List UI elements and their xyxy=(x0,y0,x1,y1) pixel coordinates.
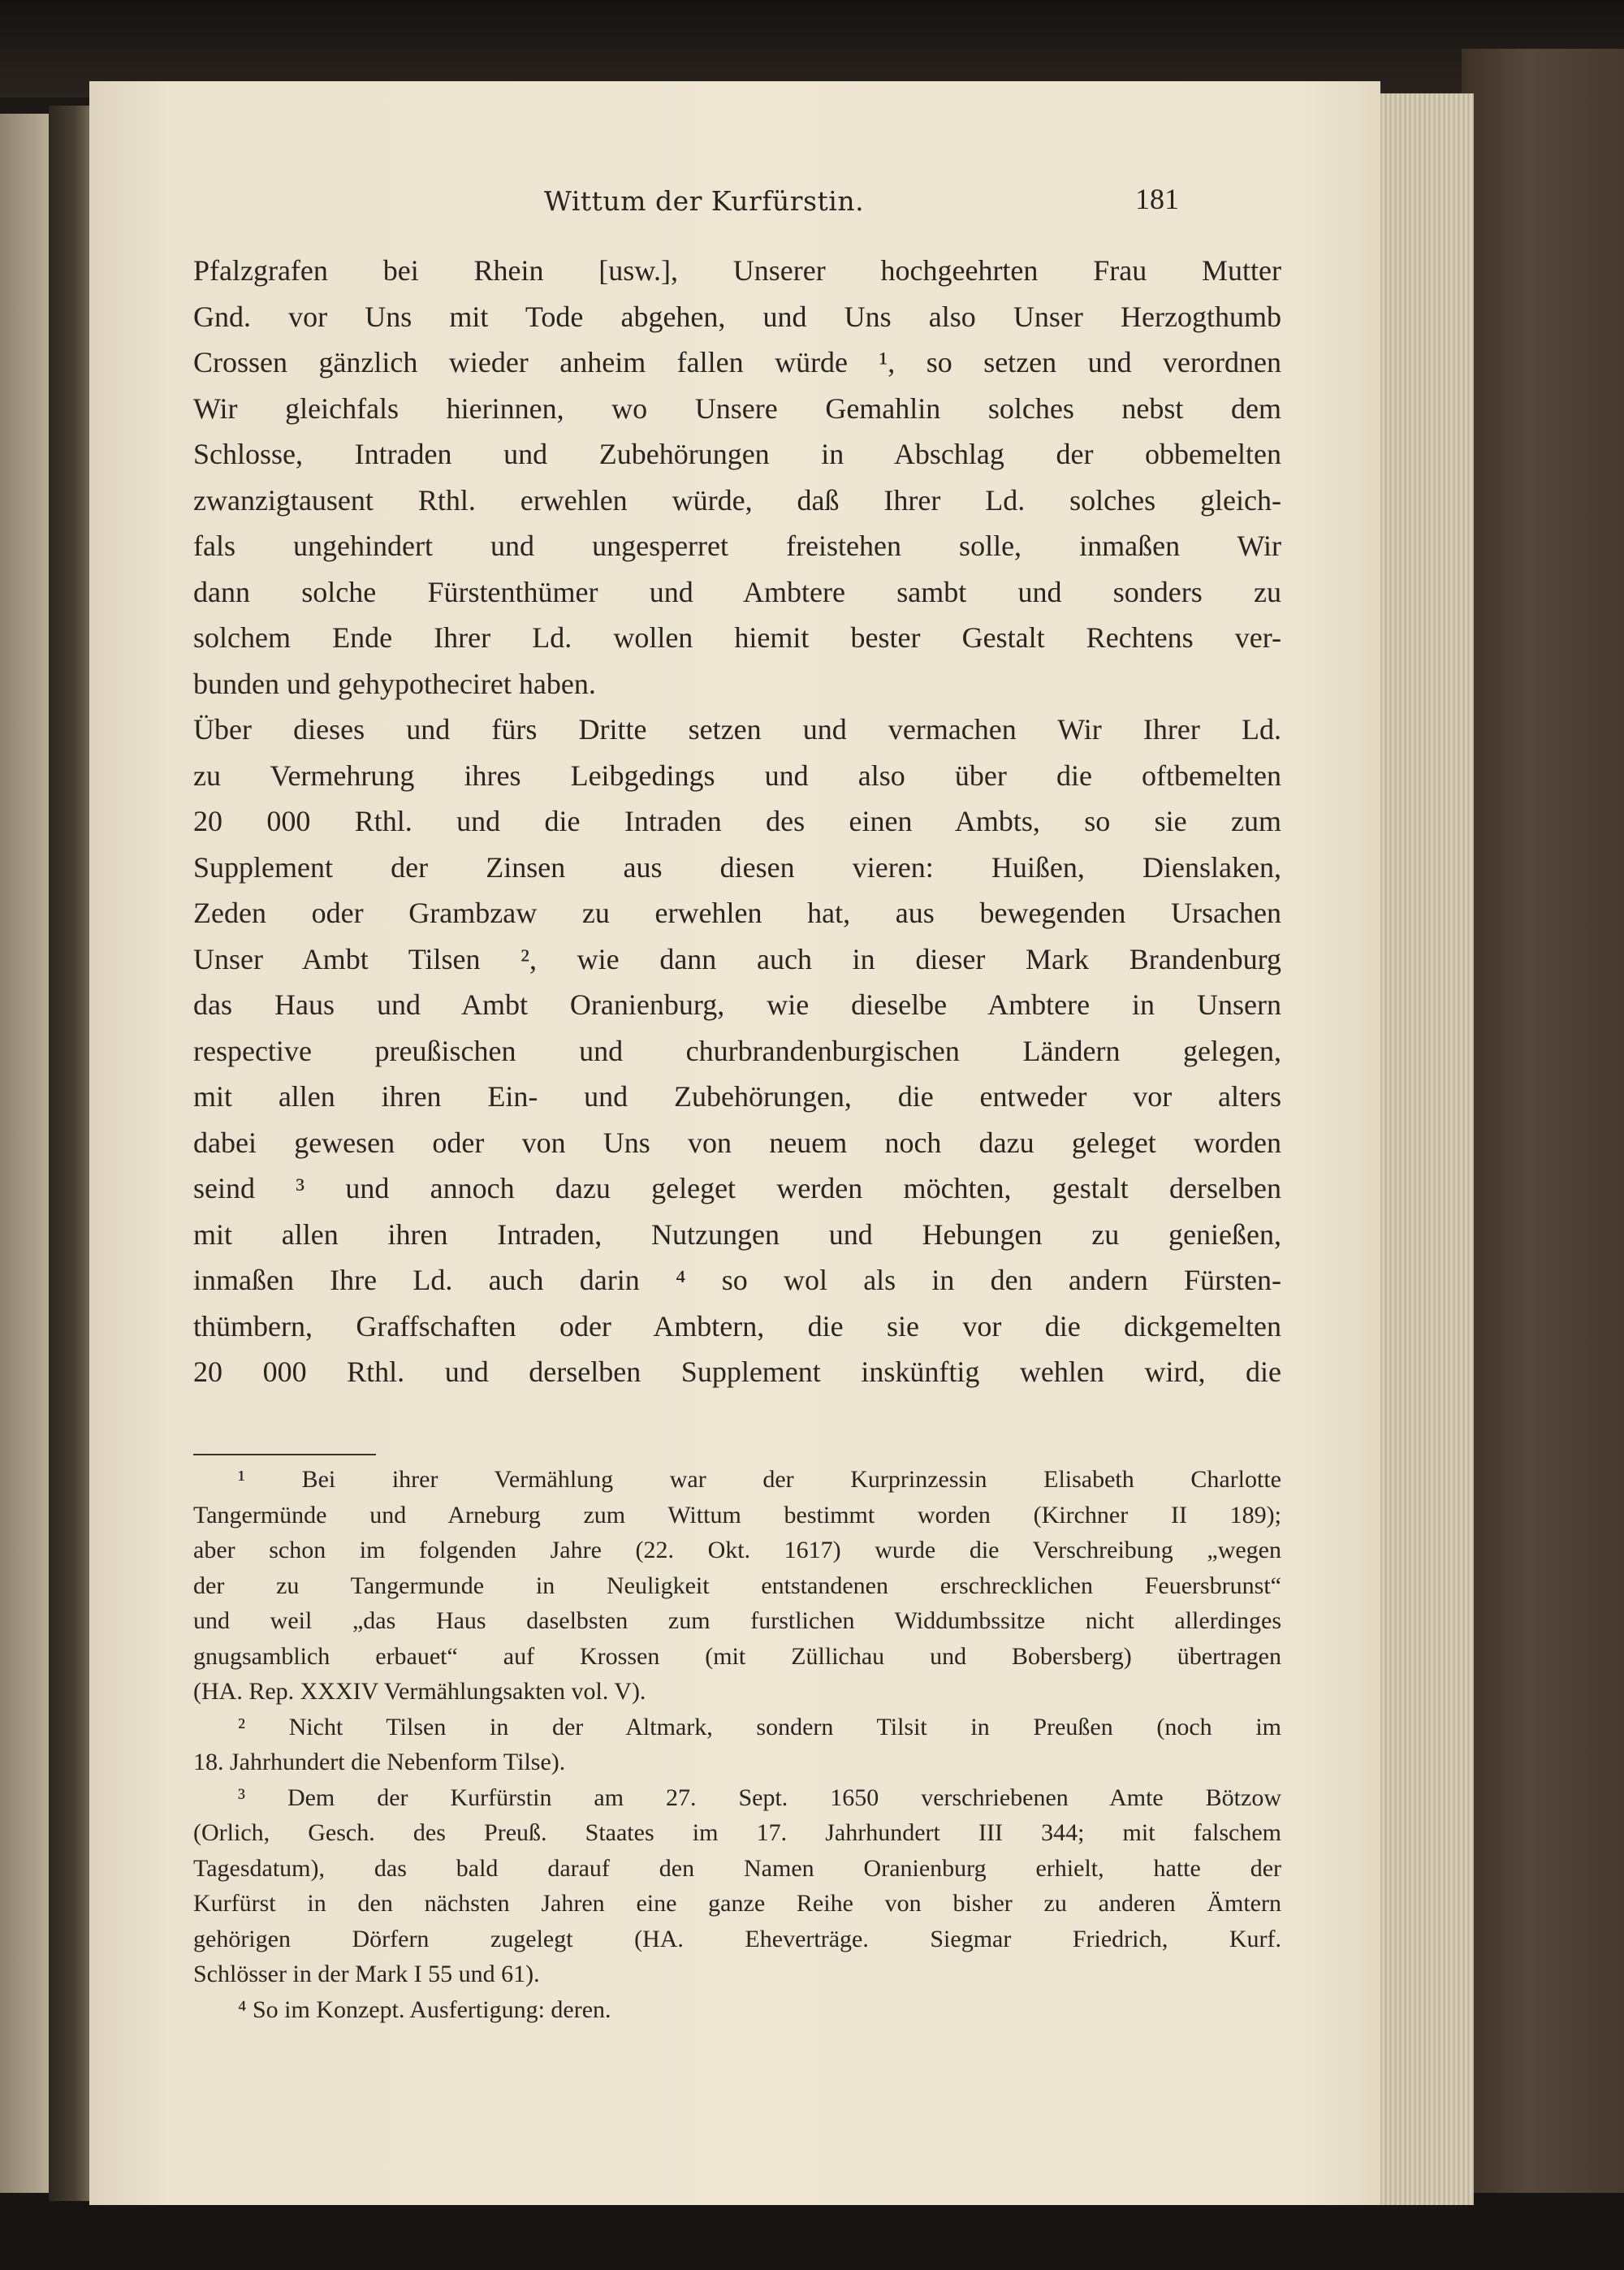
text-line: inmaßen Ihre Ld. auch darin ⁴ so wol als in den andern Fürsten- xyxy=(193,1264,1281,1296)
footnote-line: Schlösser in der Mark I 55 und 61). xyxy=(193,1961,540,1987)
footnote-line: ⁴ So im Konzept. Ausfertigung: deren. xyxy=(238,1995,611,2023)
footnote-rule xyxy=(193,1454,376,1455)
text-line: bunden und gehypotheciret haben. xyxy=(193,667,596,700)
text-line: Unser Ambt Tilsen ², wie dann auch in dieser Mark Brandenburg xyxy=(193,942,1281,975)
text-line: solchem Ende Ihrer Ld. wollen hiemit bester Gestalt Rechtens ver- xyxy=(193,621,1281,654)
footnote-line: (Orlich, Gesch. des Preuß. Staates im 17. Jahrhundert III 344; mit falschem xyxy=(193,1819,1281,1846)
text-line: Pfalzgrafen bei Rhein [usw.], Unserer hochgeehrten Frau Mutter xyxy=(193,254,1281,287)
text-line: Wir gleichfals hierinnen, wo Unsere Gemahlin solches nebst dem xyxy=(193,391,1281,425)
footnote-line: gehörigen Dörfern zugelegt (HA. Eheverträge. Siegmar Friedrich, Kurf. xyxy=(193,1925,1281,1952)
text-line: 20 000 Rthl. und die Intraden des einen Ambts, so sie zum xyxy=(193,805,1281,837)
footnote-line: Tagesdatum), das bald darauf den Namen Oranienburg erhielt, hatte der xyxy=(193,1854,1281,1882)
page-stack-edge xyxy=(1372,93,1474,2205)
previous-page-edge xyxy=(0,114,49,2193)
text-line: zu Vermehrung ihres Leibgedings und also über die oftbemelten xyxy=(193,759,1281,792)
book-page xyxy=(89,81,1380,2205)
footnote-line: ² Nicht Tilsen in der Altmark, sondern Tilsit in Preußen (noch im xyxy=(238,1713,1281,1740)
footnote-line: (HA. Rep. XXXIV Vermählungsakten vol. V). xyxy=(193,1678,646,1705)
text-line: mit allen ihren Intraden, Nutzungen und Hebungen zu genießen, xyxy=(193,1217,1281,1251)
footnote-line: ¹ Bei ihrer Vermählung war der Kurprinzessin Elisabeth Charlotte xyxy=(238,1466,1281,1493)
text-line: das Haus und Ambt Oranienburg, wie dieselbe Ambtere in Unsern xyxy=(193,988,1281,1021)
text-line: fals ungehindert und ungesperret freistehen solle, inmaßen Wir xyxy=(193,530,1281,562)
text-line: respective preußischen und churbrandenburgischen Ländern gelegen, xyxy=(193,1034,1281,1067)
text-line: mit allen ihren Ein- und Zubehörungen, die entweder vor alters xyxy=(193,1080,1281,1113)
footnotes xyxy=(193,1462,1281,2027)
footnote-line: gnugsamblich erbauet“ auf Krossen (mit Züllichau und Bobersberg) übertragen xyxy=(193,1642,1281,1670)
text-line: seind ³ und annoch dazu geleget werden möchten, gestalt derselben xyxy=(193,1172,1281,1204)
text-line: Crossen gänzlich wieder anheim fallen würde ¹, so setzen und verordnen xyxy=(193,346,1281,378)
running-head xyxy=(89,185,1380,226)
text-line: zwanzigtausent Rthl. erwehlen würde, daß Ihrer Ld. solches gleich- xyxy=(193,483,1281,517)
book-cover-right xyxy=(1462,49,1624,2225)
footnote-line: aber schon im folgenden Jahre (22. Okt. 1617) wurde die Verschreibung „wegen xyxy=(193,1537,1281,1563)
text-line: Gnd. vor Uns mit Tode abgehen, und Uns also Unser Herzogthumb xyxy=(193,300,1281,333)
text-line: Zeden oder Grambzaw zu erwehlen hat, aus bewegenden Ursachen xyxy=(193,897,1281,929)
text-line: Über dieses und fürs Dritte setzen und vermachen Wir Ihrer Ld. xyxy=(193,713,1281,746)
footnote-line: 18. Jahrhundert die Nebenform Tilse). xyxy=(193,1749,566,1775)
main-text xyxy=(193,248,1281,1395)
footnote-line: der zu Tangermunde in Neuligkeit entstandenen erschrecklichen Feuersbrunst“ xyxy=(193,1572,1281,1599)
text-line: Schlosse, Intraden und Zubehörungen in Abschlag der obbemelten xyxy=(193,438,1281,470)
footnote-line: ³ Dem der Kurfürstin am 27. Sept. 1650 verschriebenen Amte Bötzow xyxy=(238,1784,1281,1811)
footnote-line: Kurfürst in den nächsten Jahren eine ganze Reihe von bisher zu anderen Ämtern xyxy=(193,1890,1281,1917)
book-gutter xyxy=(49,106,93,2201)
text-line: 20 000 Rthl. und derselben Supplement inskünftig wehlen wird, die xyxy=(193,1356,1281,1388)
running-title: Wittum der Kurfürstin. xyxy=(544,185,865,217)
page-number: 181 xyxy=(1135,183,1179,215)
text-line: dann solche Fürstenthümer und Ambtere sambt und sonders zu xyxy=(193,575,1281,608)
text-line: thümbern, Graffschaften oder Ambtern, die sie vor die dickgemelten xyxy=(193,1309,1281,1343)
footnote-line: Tangermünde und Arneburg zum Wittum bestimmt worden (Kirchner II 189); xyxy=(193,1501,1281,1528)
text-line: dabei gewesen oder von Uns von neuem noch dazu geleget worden xyxy=(193,1126,1281,1159)
text-line: Supplement der Zinsen aus diesen vieren: Huißen, Dienslaken, xyxy=(193,850,1281,884)
footnote-line: und weil „das Haus daselbsten zum furstlichen Widdumbssitze nicht allerdinges xyxy=(193,1607,1281,1634)
